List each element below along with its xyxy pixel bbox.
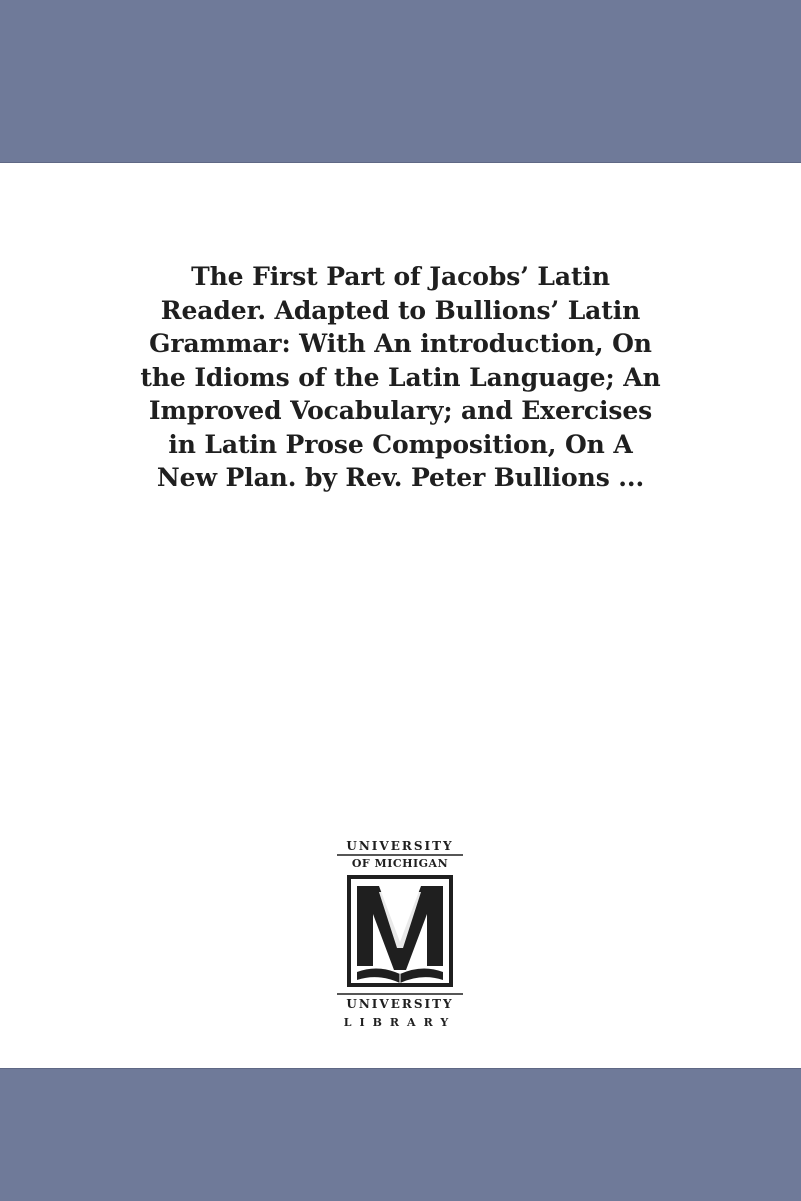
book-m-emblem — [347, 875, 453, 987]
book-title — [80, 260, 721, 495]
title-line-1: The First Part of Jacobs’ Latin — [191, 262, 610, 291]
title-line-4: the Idioms of the Latin Language; An — [140, 362, 661, 392]
bottom-band — [0, 1068, 801, 1201]
title-line-6: in Latin Prose Composition, On A — [168, 429, 633, 459]
title-line-7: New Plan. by Rev. Peter Bullions ... — [156, 463, 645, 492]
top-band — [0, 0, 801, 163]
university-of-michigan-library-logo — [333, 838, 467, 1036]
logo-bottom-line-1: UNIVERSITY — [346, 997, 454, 1011]
title-line-3: Grammar: With An introduction, On — [149, 329, 652, 358]
logo-bottom-line-2: LIBRARY — [343, 1016, 457, 1029]
cover-page — [0, 163, 801, 1068]
title-line-5: Improved Vocabulary; and Exercises — [148, 396, 653, 425]
title-line-2: Reader. Adapted to Bullions’ Latin — [160, 295, 641, 325]
logo-top-line-2: OF MICHIGAN — [351, 857, 449, 870]
logo-top-line-1: UNIVERSITY — [346, 839, 454, 853]
